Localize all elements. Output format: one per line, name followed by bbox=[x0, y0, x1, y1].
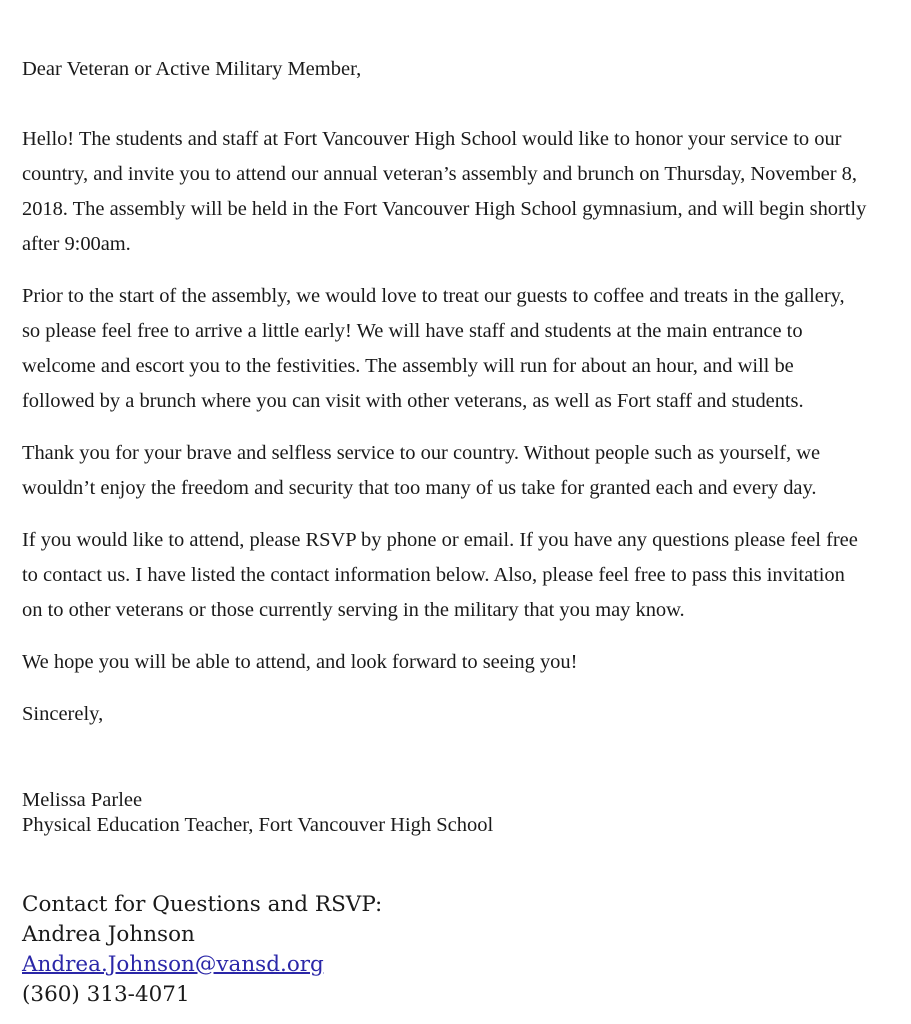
closing: Sincerely, bbox=[22, 703, 104, 725]
signature-title: Physical Education Teacher, Fort Vancouver High School bbox=[22, 814, 494, 836]
contact-heading: Contact for Questions and RSVP: bbox=[22, 892, 383, 917]
paragraph-4: If you would like to attend, please RSVP by phone or email. If you have any questions please feel free to contact us. I have listed the contact information below. Also, please feel free to pass this invitation on to other veterans or those currently serving in the military that you may know. bbox=[22, 529, 858, 621]
contact-email-row bbox=[22, 950, 867, 980]
paragraph-1: Hello! The students and staff at Fort Vancouver High School would like to honor your service to our country, and invite you to attend our annual veteran’s assembly and brunch on Thursday, November 8, 2018. The assembly will be held in the Fort Vancouver High School gymnasium, and will begin shortly after 9:00am. bbox=[22, 128, 867, 255]
spacer bbox=[22, 87, 867, 122]
signature-space bbox=[22, 732, 867, 788]
spacer bbox=[22, 419, 867, 436]
contact-name: Andrea Johnson bbox=[22, 922, 195, 947]
contact-email-link[interactable]: Andrea.Johnson@vansd.org bbox=[22, 952, 324, 977]
paragraph-3: Thank you for your brave and selfless service to our country. Without people such as yourself, we wouldn’t enjoy the freedom and security that too many of us take for granted each and every day. bbox=[22, 442, 821, 499]
spacer bbox=[22, 262, 867, 279]
contact-block bbox=[22, 890, 867, 1010]
salutation: Dear Veteran or Active Military Member, bbox=[22, 58, 362, 80]
paragraph-5: We hope you will be able to attend, and look forward to seeing you! bbox=[22, 651, 578, 673]
paragraph-2: Prior to the start of the assembly, we would love to treat our guests to coffee and treats in the gallery, so please feel free to arrive a little early! We will have staff and students at the main entrance to welcome and escort you to the festivities. The assembly will run for about an hour, and will be followed by a brunch where you can visit with other veterans, as well as Fort staff and students. bbox=[22, 285, 845, 412]
letter-body bbox=[22, 52, 867, 1010]
signature-block bbox=[22, 788, 867, 838]
spacer bbox=[22, 628, 867, 645]
contact-phone: (360) 313-4071 bbox=[22, 982, 190, 1007]
spacer bbox=[22, 838, 867, 890]
spacer bbox=[22, 506, 867, 523]
spacer bbox=[22, 680, 867, 697]
signature-name: Melissa Parlee bbox=[22, 789, 143, 811]
